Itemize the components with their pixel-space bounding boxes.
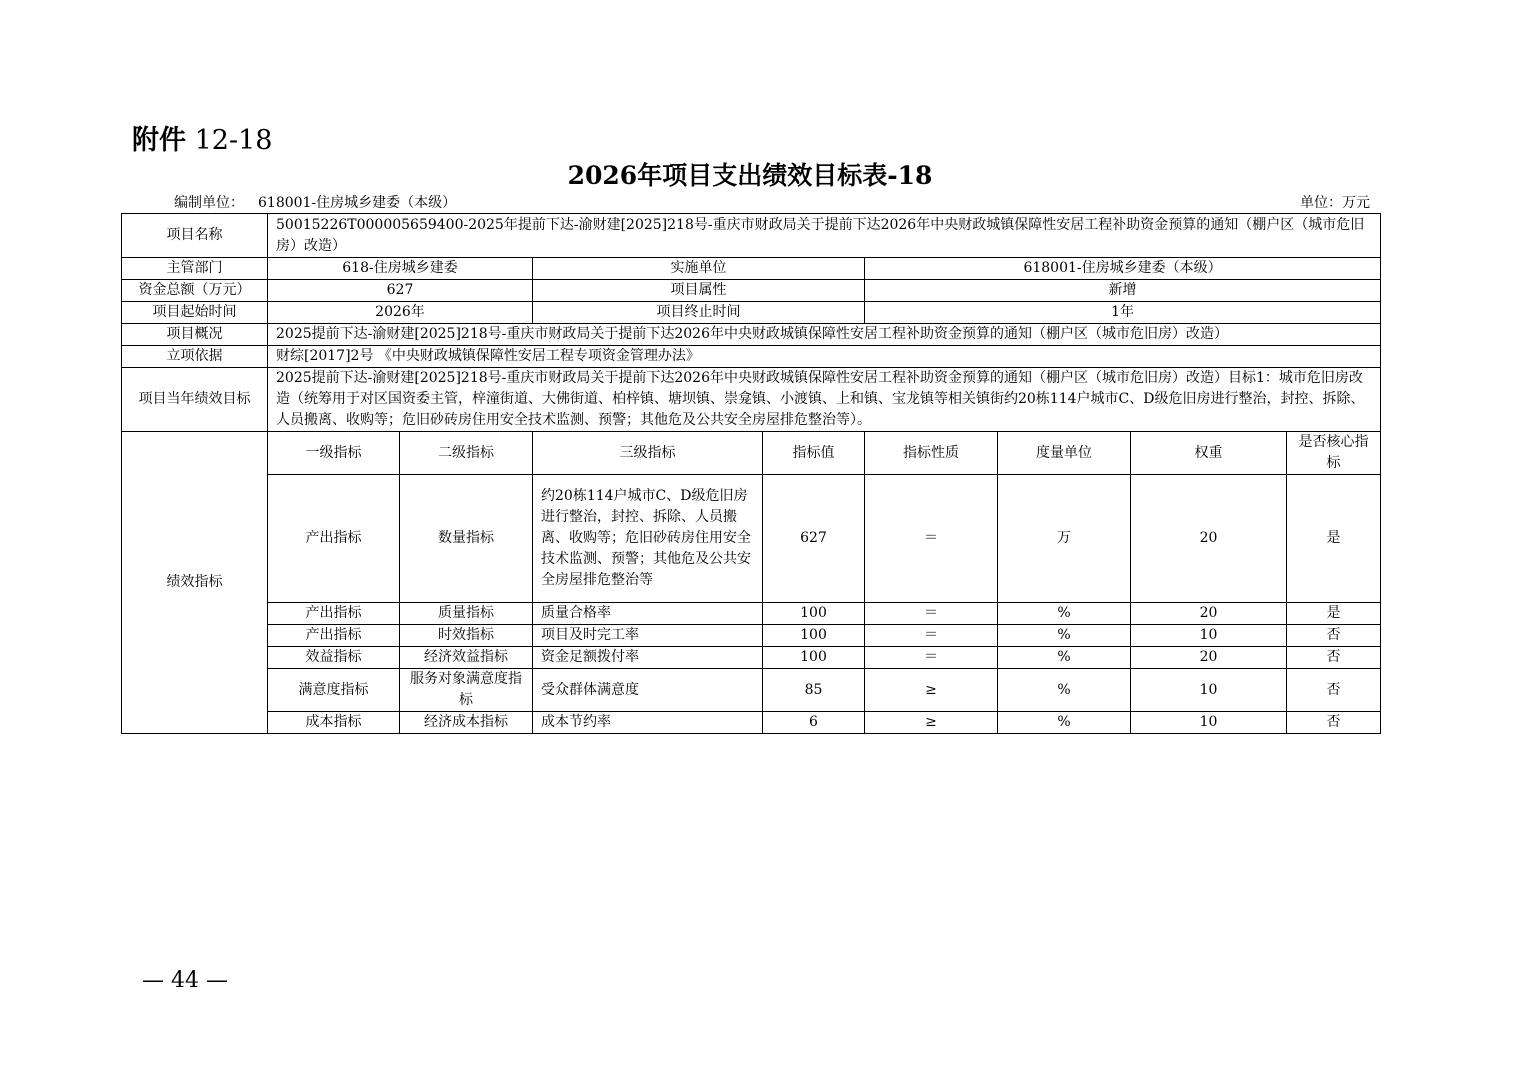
perf-header: 是否核心指标 bbox=[1287, 432, 1381, 475]
page-number: — 44 — bbox=[142, 968, 228, 993]
perf-cell: 20 bbox=[1131, 603, 1287, 625]
end-value: 1年 bbox=[865, 302, 1381, 324]
table-row bbox=[122, 669, 1381, 712]
performance-target-table bbox=[121, 213, 1381, 734]
fund-label: 资金总额（万元） bbox=[122, 280, 268, 302]
perf-cell: 经济成本指标 bbox=[400, 712, 533, 734]
perf-cell: 资金足额拨付率 bbox=[533, 647, 763, 669]
start-label: 项目起始时间 bbox=[122, 302, 268, 324]
dept-label: 主管部门 bbox=[122, 258, 268, 280]
table-row bbox=[122, 475, 1381, 603]
overview-value: 2025提前下达-渝财建[2025]218号-重庆市财政局关于提前下达2026年中央财政城镇保障性安居工程补助资金预算的通知（棚户区（城市危旧房）改造） bbox=[268, 324, 1381, 346]
perf-cell: 效益指标 bbox=[268, 647, 400, 669]
perf-cell: % bbox=[998, 647, 1131, 669]
perf-cell: ＝ bbox=[865, 475, 998, 603]
perf-cell: 20 bbox=[1131, 647, 1287, 669]
perf-cell: % bbox=[998, 669, 1131, 712]
perf-cell: 否 bbox=[1287, 669, 1381, 712]
overview-label: 项目概况 bbox=[122, 324, 268, 346]
perf-cell: 产出指标 bbox=[268, 603, 400, 625]
fund-value: 627 bbox=[268, 280, 533, 302]
table-row bbox=[122, 647, 1381, 669]
perf-header: 权重 bbox=[1131, 432, 1287, 475]
perf-cell: 10 bbox=[1131, 625, 1287, 647]
perf-cell: 项目及时完工率 bbox=[533, 625, 763, 647]
perf-cell: 质量合格率 bbox=[533, 603, 763, 625]
perf-header: 一级指标 bbox=[268, 432, 400, 475]
basis-label: 立项依据 bbox=[122, 346, 268, 368]
perf-cell: % bbox=[998, 603, 1131, 625]
perf-cell: 满意度指标 bbox=[268, 669, 400, 712]
perf-cell: 受众群体满意度 bbox=[533, 669, 763, 712]
perf-header: 二级指标 bbox=[400, 432, 533, 475]
perf-header: 三级指标 bbox=[533, 432, 763, 475]
perf-cell: 否 bbox=[1287, 625, 1381, 647]
perf-cell: ≥ bbox=[865, 712, 998, 734]
attr-label: 项目属性 bbox=[533, 280, 865, 302]
attachment-label: 附件 12-18 bbox=[132, 125, 273, 156]
perf-cell: 成本节约率 bbox=[533, 712, 763, 734]
perf-cell: 10 bbox=[1131, 712, 1287, 734]
project-name: 50015226T000005659400-2025年提前下达-渝财建[2025]218号-重庆市财政局关于提前下达2026年中央财政城镇保障性安居工程补助资金预算的通知（棚户区（城市危旧房）改造） bbox=[268, 214, 1381, 258]
attr-value: 新增 bbox=[865, 280, 1381, 302]
perf-cell: 否 bbox=[1287, 647, 1381, 669]
perf-cell: 服务对象满意度指标 bbox=[400, 669, 533, 712]
end-label: 项目终止时间 bbox=[533, 302, 865, 324]
start-value: 2026年 bbox=[268, 302, 533, 324]
perf-label: 绩效指标 bbox=[122, 432, 268, 734]
perf-cell: 时效指标 bbox=[400, 625, 533, 647]
perf-cell: 20 bbox=[1131, 475, 1287, 603]
perf-cell: ＝ bbox=[865, 603, 998, 625]
goal-label: 项目当年绩效目标 bbox=[122, 368, 268, 432]
impl-label: 实施单位 bbox=[533, 258, 865, 280]
perf-cell: ≥ bbox=[865, 669, 998, 712]
perf-header: 指标值 bbox=[763, 432, 865, 475]
unit-label: 单位：万元 bbox=[1300, 195, 1370, 211]
perf-cell: 万 bbox=[998, 475, 1131, 603]
table-row bbox=[122, 712, 1381, 734]
perf-header: 指标性质 bbox=[865, 432, 998, 475]
perf-cell: 85 bbox=[763, 669, 865, 712]
perf-cell: 100 bbox=[763, 603, 865, 625]
goal-value: 2025提前下达-渝财建[2025]218号-重庆市财政局关于提前下达2026年中央财政城镇保障性安居工程补助资金预算的通知（棚户区（城市危旧房）改造）目标1：城市危旧房改造（统筹用于对区国资委主管，梓潼街道、大佛街道、柏梓镇、塘坝镇、崇龛镇、小渡镇、上和镇、宝龙镇等相关镇街约20栋114户城市C、D级危旧房进行整治，封控、拆除、人员搬离、收购等；危旧砂砖房住用安全技术监测、预警；其他危及公共安全房屋排危整治等）。 bbox=[268, 368, 1381, 432]
perf-cell: 6 bbox=[763, 712, 865, 734]
perf-cell: 是 bbox=[1287, 603, 1381, 625]
perf-cell: 100 bbox=[763, 647, 865, 669]
perf-cell: 经济效益指标 bbox=[400, 647, 533, 669]
perf-cell: ＝ bbox=[865, 625, 998, 647]
perf-cell: 产出指标 bbox=[268, 475, 400, 603]
perf-cell: % bbox=[998, 712, 1131, 734]
project-name-label: 项目名称 bbox=[122, 214, 268, 258]
page-title: 2026年项目支出绩效目标表-18 bbox=[567, 161, 933, 190]
perf-cell: % bbox=[998, 625, 1131, 647]
impl-value: 618001-住房城乡建委（本级） bbox=[865, 258, 1381, 280]
table-row bbox=[122, 603, 1381, 625]
perf-cell: 否 bbox=[1287, 712, 1381, 734]
perf-cell: 是 bbox=[1287, 475, 1381, 603]
org-line: 编制单位： 618001-住房城乡建委（本级） bbox=[174, 195, 457, 211]
perf-cell: 质量指标 bbox=[400, 603, 533, 625]
perf-cell: 约20栋114户城市C、D级危旧房进行整治，封控、拆除、人员搬离、收购等；危旧砂砖房住用安全技术监测、预警；其他危及公共安全房屋排危整治等 bbox=[533, 475, 763, 603]
perf-cell: 产出指标 bbox=[268, 625, 400, 647]
perf-cell: 成本指标 bbox=[268, 712, 400, 734]
perf-cell: 100 bbox=[763, 625, 865, 647]
perf-cell: 10 bbox=[1131, 669, 1287, 712]
dept-value: 618-住房城乡建委 bbox=[268, 258, 533, 280]
perf-cell: 627 bbox=[763, 475, 865, 603]
perf-cell: 数量指标 bbox=[400, 475, 533, 603]
table-row bbox=[122, 625, 1381, 647]
perf-header: 度量单位 bbox=[998, 432, 1131, 475]
basis-value: 财综[2017]2号 《中央财政城镇保障性安居工程专项资金管理办法》 bbox=[268, 346, 1381, 368]
perf-cell: ＝ bbox=[865, 647, 998, 669]
